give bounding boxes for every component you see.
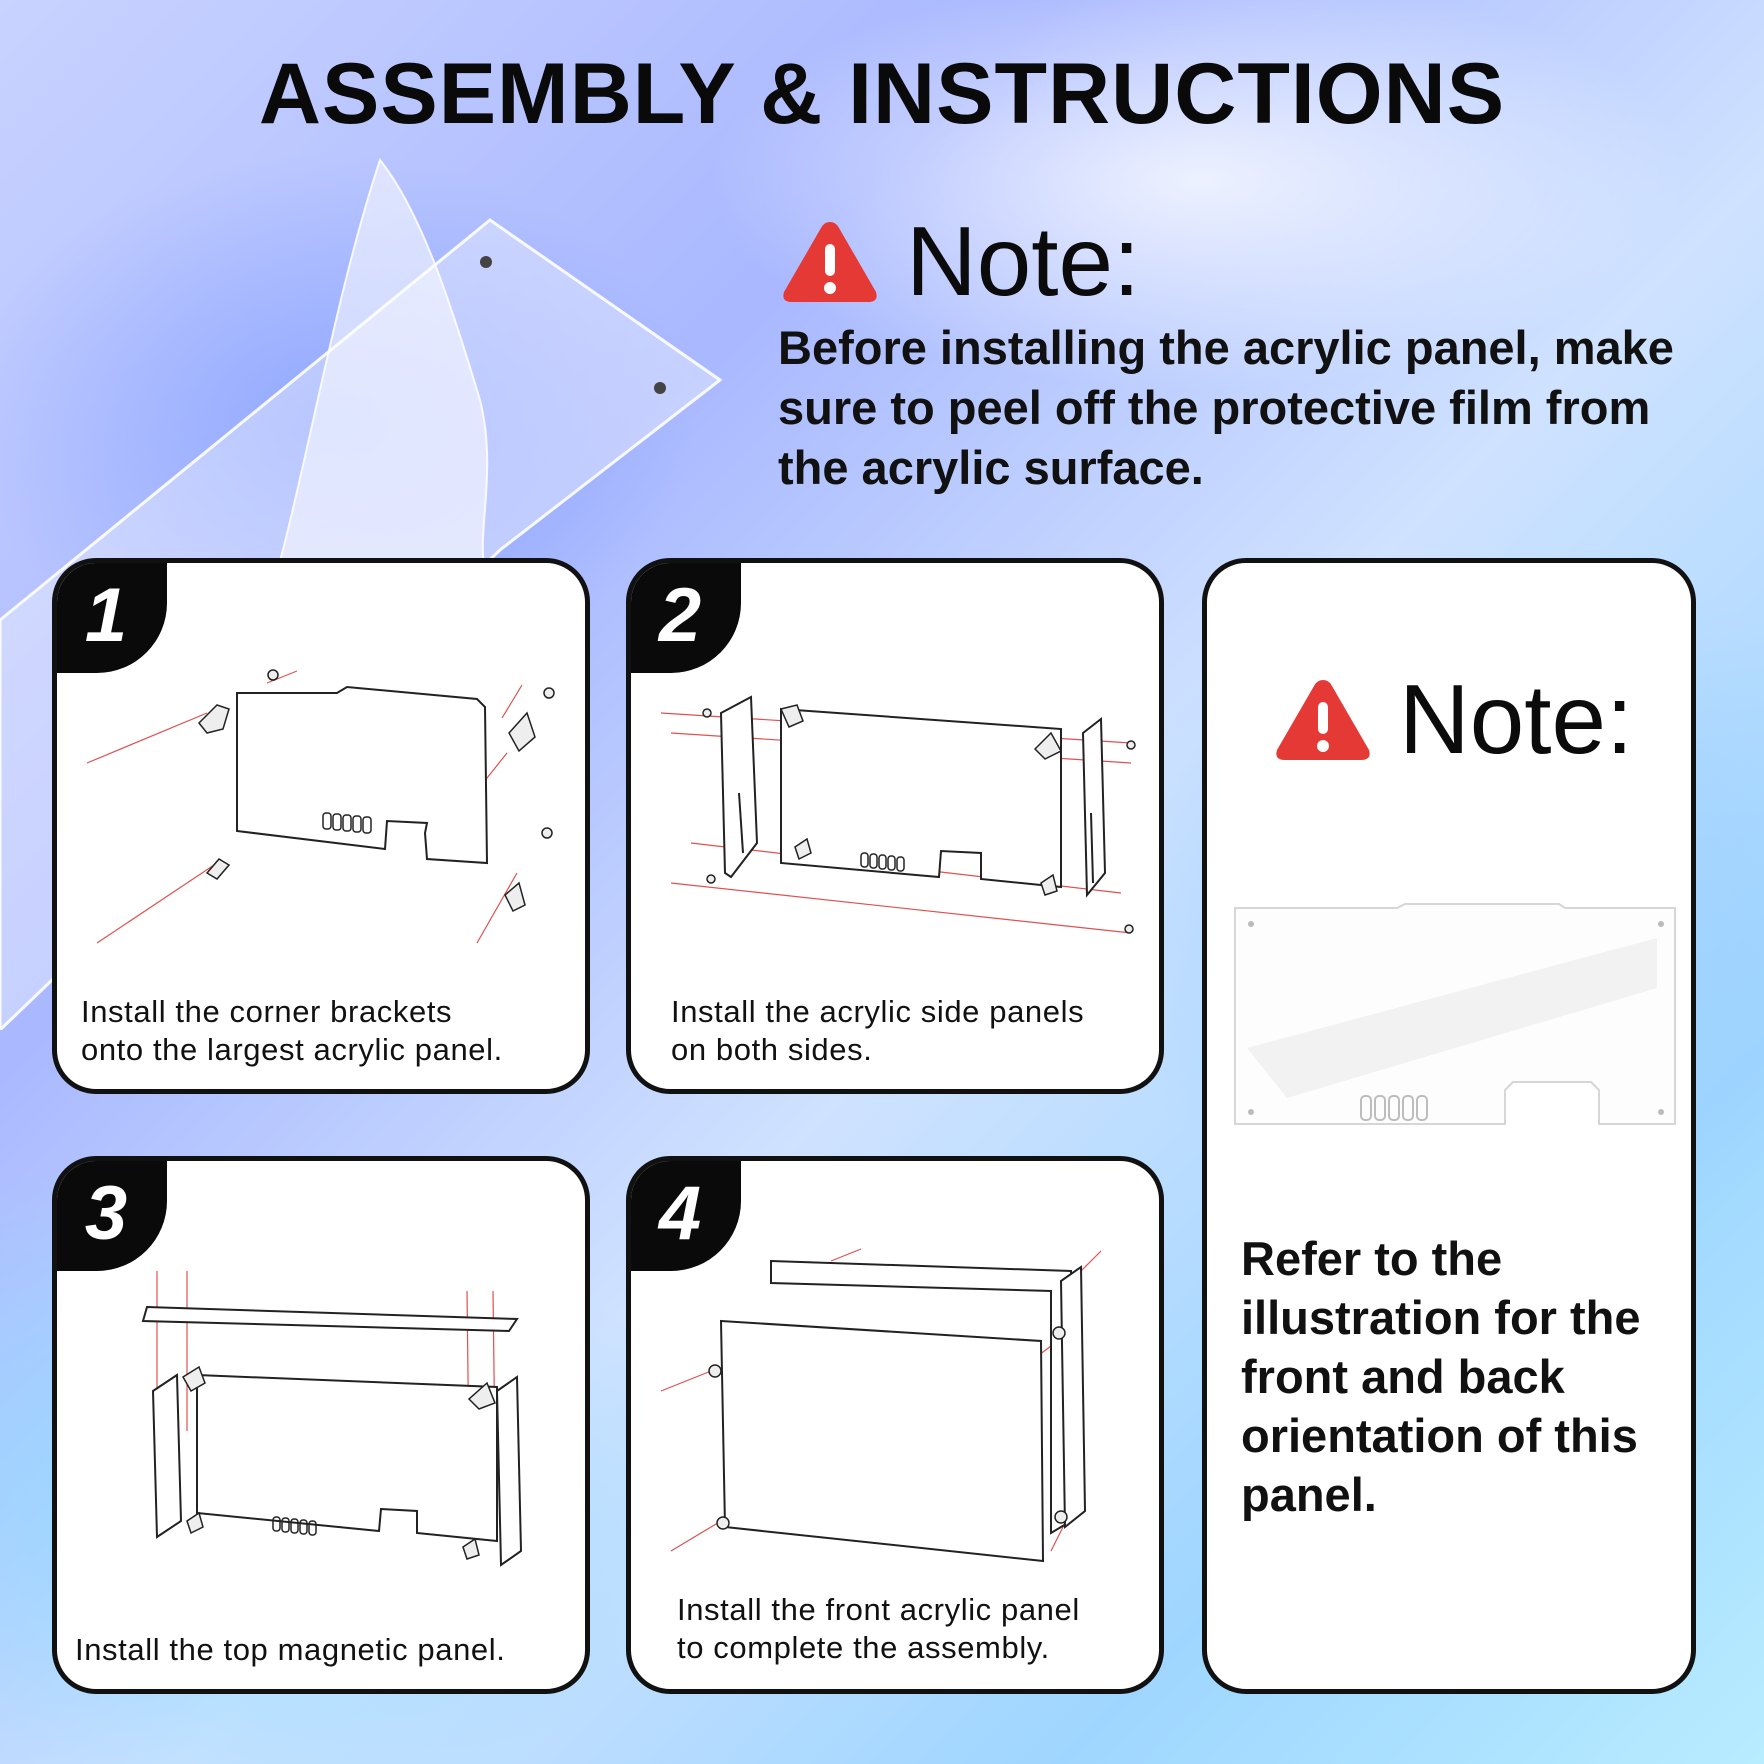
step-badge-4: 4 bbox=[631, 1161, 741, 1271]
step-4-illustration bbox=[631, 1221, 1164, 1581]
step-badge-2: 2 bbox=[631, 563, 741, 673]
step-2-illustration bbox=[631, 633, 1164, 973]
note-heading-text: Note: bbox=[906, 206, 1141, 316]
step-card-4 bbox=[626, 1156, 1164, 1694]
step-badge-1: 1 bbox=[57, 563, 167, 673]
step-badge-3: 3 bbox=[57, 1161, 167, 1271]
page-title: ASSEMBLY & INSTRUCTIONS bbox=[258, 46, 1506, 142]
step-3-illustration bbox=[57, 1231, 590, 1591]
warning-icon bbox=[780, 218, 880, 306]
side-note-heading bbox=[1273, 663, 1633, 776]
step-card-2 bbox=[626, 558, 1164, 1094]
note-heading bbox=[780, 205, 1140, 318]
warning-icon bbox=[1273, 676, 1373, 764]
side-note-body: Refer to the illustration for the front and back orientation of this panel. bbox=[1241, 1232, 1641, 1521]
step-2-caption: Install the acrylic side panels on both sides. bbox=[671, 994, 1085, 1067]
step-1-illustration bbox=[57, 633, 590, 973]
side-note-card bbox=[1202, 558, 1696, 1694]
note-body: Before installing the acrylic panel, make sure to peel off the protective film from the acrylic surface. bbox=[778, 321, 1674, 494]
panel-orientation-illustration bbox=[1227, 898, 1687, 1138]
step-3-caption: Install the top magnetic panel. bbox=[75, 1632, 506, 1667]
step-card-1 bbox=[52, 558, 590, 1094]
step-card-3 bbox=[52, 1156, 590, 1694]
side-note-heading-text: Note: bbox=[1399, 664, 1634, 774]
step-1-caption: Install the corner brackets onto the largest acrylic panel. bbox=[81, 994, 503, 1067]
step-4-caption: Install the front acrylic panel to complete the assembly. bbox=[677, 1592, 1080, 1665]
